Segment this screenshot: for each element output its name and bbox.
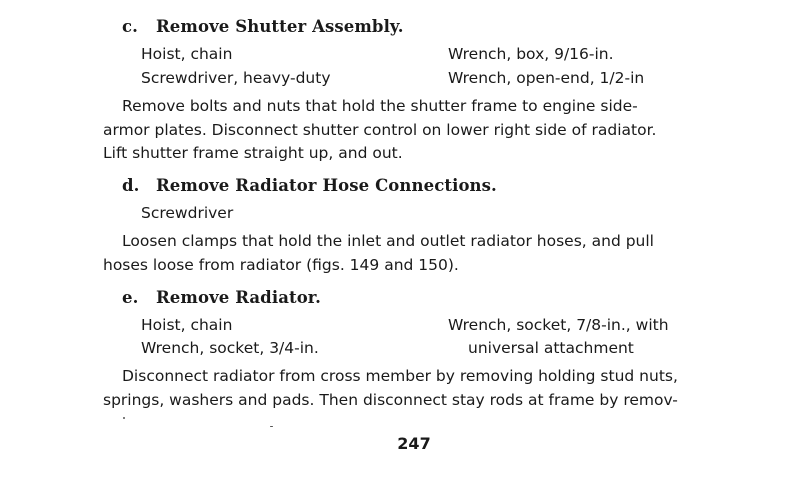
scan-speck [270, 426, 273, 427]
section-c-tool-left-2: Screwdriver, heavy-duty [141, 69, 331, 87]
section-d-paragraph [103, 230, 731, 277]
section-d-line-2: hoses loose from radiator (figs. 149 and 150). [103, 255, 459, 274]
section-e-letter: e. [122, 288, 139, 307]
section-d-title: Remove Radiator Hose Connections. [156, 176, 497, 195]
section-c-line-1: Remove bolts and nuts that hold the shutter frame to engine side- [122, 97, 638, 115]
section-c-letter: c. [122, 17, 138, 36]
section-e-tool-right-2: universal attachment [468, 339, 634, 357]
section-d-tool-left-1: Screwdriver [141, 204, 234, 222]
section-d-heading [122, 176, 497, 195]
section-c-title: Remove Shutter Assembly. [156, 17, 404, 36]
section-e-tool-left-1: Hoist, chain [141, 316, 233, 334]
section-d-line-1: Loosen clamps that hold the inlet and outlet radiator hoses, and pull [122, 232, 654, 250]
section-c-heading [122, 17, 404, 36]
section-e-tool-right-1: Wrench, socket, 7/8-in., with [448, 316, 669, 334]
section-c-line-2: armor plates. Disconnect shutter control on lower right side of radiator. [103, 120, 657, 139]
section-e-line-1: Disconnect radiator from cross member by removing holding stud nuts, [122, 367, 678, 385]
section-c-line-3: Lift shutter frame straight up, and out. [103, 144, 403, 162]
section-d-letter: d. [122, 176, 140, 195]
scan-speck [123, 417, 125, 419]
section-e-title: Remove Radiator. [156, 288, 321, 307]
section-e-heading [122, 288, 321, 307]
section-e-line-2: springs, washers and pads. Then disconnect stay rods at frame by remov- [103, 390, 678, 409]
section-e-paragraph [103, 365, 731, 412]
section-c-tool-left-1: Hoist, chain [141, 45, 233, 63]
section-c-paragraph [103, 95, 731, 166]
section-e-tool-left-2: Wrench, socket, 3/4-in. [141, 339, 319, 357]
page-number: 247 [397, 434, 431, 453]
section-c-tool-right-1: Wrench, box, 9/16-in. [448, 45, 614, 63]
section-c-tool-right-2: Wrench, open-end, 1/2-in [448, 69, 645, 87]
